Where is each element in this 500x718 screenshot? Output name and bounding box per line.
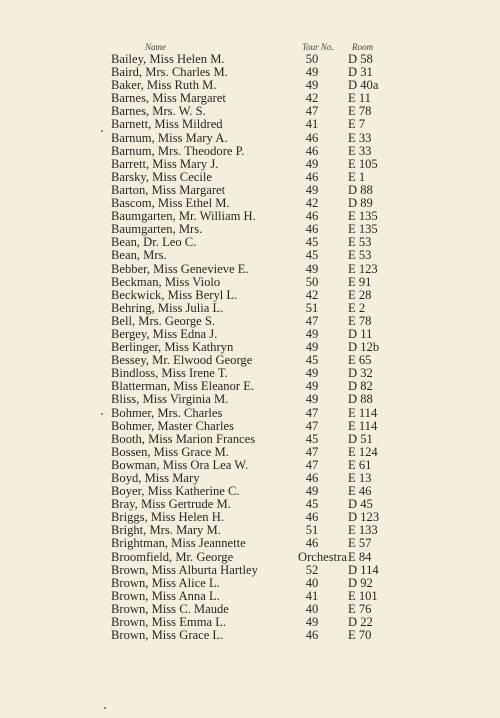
table-row xyxy=(0,393,500,406)
table-row xyxy=(0,53,500,66)
room-cell: D 89 xyxy=(348,196,373,211)
tour-cell: 45 xyxy=(305,431,319,446)
table-row xyxy=(0,66,500,79)
room-cell: E 135 xyxy=(348,222,378,237)
room-cell: E 78 xyxy=(348,104,372,119)
room-cell: E 11 xyxy=(348,91,371,106)
room-cell: D 58 xyxy=(348,52,373,66)
table-row xyxy=(0,223,500,236)
name-cell: Bohmer, Master Charles xyxy=(111,418,234,433)
tour-cell: 41 xyxy=(305,117,319,132)
table-row xyxy=(0,472,500,485)
name-cell: Bean, Dr. Leo C. xyxy=(111,235,197,250)
tour-cell: 49 xyxy=(305,366,319,381)
name-cell: Brightman, Miss Jeannette xyxy=(111,536,246,551)
tour-cell: 41 xyxy=(305,588,319,603)
room-cell: D 31 xyxy=(348,65,373,80)
table-row xyxy=(0,433,500,446)
tour-cell: 49 xyxy=(305,484,319,499)
name-cell: Bebber, Miss Genevieve E. xyxy=(111,261,249,276)
name-cell: Bean, Mrs. xyxy=(111,248,167,263)
table-row xyxy=(0,537,500,550)
name-cell: Bascom, Miss Ethel M. xyxy=(111,196,230,211)
room-cell: E 28 xyxy=(348,287,372,302)
room-cell: D 32 xyxy=(348,366,373,381)
table-row xyxy=(0,616,500,629)
room-cell: E 53 xyxy=(348,235,372,250)
table-row xyxy=(0,184,500,197)
room-cell: E 57 xyxy=(348,536,372,551)
table-row xyxy=(0,92,500,105)
room-cell: D 88 xyxy=(348,392,373,407)
name-cell: Barnes, Miss Margaret xyxy=(111,91,226,106)
room-cell: E 124 xyxy=(348,444,378,459)
table-row xyxy=(0,289,500,302)
table-row xyxy=(0,407,500,420)
tour-cell: 45 xyxy=(305,248,319,263)
table-row xyxy=(0,249,500,262)
tour-cell: 46 xyxy=(305,169,319,184)
table-row xyxy=(0,328,500,341)
tour-cell: 42 xyxy=(305,91,319,106)
tour-cell: 45 xyxy=(305,235,319,250)
table-row xyxy=(0,459,500,472)
tour-cell: 46 xyxy=(305,222,319,237)
tour-cell: 50 xyxy=(305,274,319,289)
table-row xyxy=(0,551,500,564)
table-row xyxy=(0,420,500,433)
tour-cell: 49 xyxy=(305,379,319,394)
room-cell: E 33 xyxy=(348,143,372,158)
name-cell: Bindloss, Miss Irene T. xyxy=(111,366,228,381)
passenger-list xyxy=(0,53,500,642)
tour-cell: 51 xyxy=(305,300,319,315)
name-cell: Baumgarten, Mr. William H. xyxy=(111,209,256,224)
name-cell: Bailey, Miss Helen M. xyxy=(111,52,225,66)
name-cell: Bessey, Mr. Elwood George xyxy=(111,353,253,368)
name-cell: Bergey, Miss Edna J. xyxy=(111,326,218,341)
room-cell: D 11 xyxy=(348,326,373,341)
tour-cell: 46 xyxy=(305,143,319,158)
tour-cell: 49 xyxy=(305,326,319,341)
name-cell: Brown, Miss Anna L. xyxy=(111,588,220,603)
room-cell: E 76 xyxy=(348,601,372,616)
room-cell: D 114 xyxy=(348,562,379,577)
name-cell: Boyer, Miss Katherine C. xyxy=(111,484,240,499)
name-cell: Beckman, Miss Violo xyxy=(111,274,221,289)
paper-speck xyxy=(104,707,106,709)
room-cell: E 1 xyxy=(348,169,366,184)
tour-cell: 46 xyxy=(305,628,319,643)
name-cell: Baumgarten, Mrs. xyxy=(111,222,203,237)
tour-cell: 49 xyxy=(305,78,319,93)
room-cell: E 114 xyxy=(348,405,378,420)
tour-cell: 47 xyxy=(305,405,319,420)
room-cell: E 61 xyxy=(348,457,372,472)
room-cell: D 123 xyxy=(348,510,380,525)
name-cell: Brown, Miss Alburta Hartley xyxy=(111,562,258,577)
table-row xyxy=(0,577,500,590)
tour-cell: 52 xyxy=(305,562,319,577)
room-cell: E 91 xyxy=(348,274,372,289)
table-row xyxy=(0,446,500,459)
room-cell: E 123 xyxy=(348,261,378,276)
room-cell: E 2 xyxy=(348,300,366,315)
table-row xyxy=(0,79,500,92)
name-cell: Barnett, Miss Mildred xyxy=(111,117,223,132)
room-cell: D 82 xyxy=(348,379,373,394)
tour-cell: 42 xyxy=(305,196,319,211)
tour-cell: 46 xyxy=(305,471,319,485)
tour-cell: 46 xyxy=(305,130,319,145)
name-cell: Brown, Miss Alice L. xyxy=(111,575,220,590)
column-header-name: Name xyxy=(145,42,166,52)
table-row xyxy=(0,118,500,131)
name-cell: Barsky, Miss Cecile xyxy=(111,169,212,184)
name-cell: Brown, Miss C. Maude xyxy=(111,601,229,616)
name-cell: Bossen, Miss Grace M. xyxy=(111,444,229,459)
room-cell: D 92 xyxy=(348,575,373,590)
name-cell: Broomfield, Mr. George xyxy=(111,549,234,564)
name-cell: Booth, Miss Marion Frances xyxy=(111,431,256,446)
room-cell: E 13 xyxy=(348,471,372,485)
name-cell: Brown, Miss Grace L. xyxy=(111,628,224,643)
name-cell: Blatterman, Miss Eleanor E. xyxy=(111,379,255,394)
tour-cell: 49 xyxy=(305,65,319,80)
room-cell: E 46 xyxy=(348,484,372,499)
name-cell: Beckwick, Miss Beryl L. xyxy=(111,287,238,302)
name-cell: Bliss, Miss Virginia M. xyxy=(111,392,229,407)
tour-cell: 45 xyxy=(305,353,319,368)
tour-cell: 47 xyxy=(305,418,319,433)
table-row xyxy=(0,354,500,367)
name-cell: Berlinger, Miss Kathryn xyxy=(111,340,234,355)
name-cell: Briggs, Miss Helen H. xyxy=(111,510,224,525)
tour-cell: 49 xyxy=(305,156,319,171)
table-row xyxy=(0,171,500,184)
room-cell: D 45 xyxy=(348,497,373,512)
tour-cell: 42 xyxy=(305,287,319,302)
room-cell: E 114 xyxy=(348,418,378,433)
table-row xyxy=(0,276,500,289)
tour-cell: 50 xyxy=(305,52,319,66)
table-row xyxy=(0,132,500,145)
name-cell: Baker, Miss Ruth M. xyxy=(111,78,217,93)
table-row xyxy=(0,511,500,524)
table-row xyxy=(0,380,500,393)
column-header-row xyxy=(0,40,500,54)
table-row xyxy=(0,210,500,223)
paper-speck xyxy=(101,130,103,132)
room-cell: D 40a xyxy=(348,78,379,93)
tour-cell: 47 xyxy=(305,457,319,472)
table-row xyxy=(0,105,500,118)
tour-cell: 49 xyxy=(305,182,319,197)
table-row xyxy=(0,498,500,511)
room-cell: E 105 xyxy=(348,156,378,171)
table-row xyxy=(0,629,500,642)
name-cell: Barnum, Miss Mary A. xyxy=(111,130,228,145)
room-cell: E 70 xyxy=(348,628,372,643)
room-cell: D 51 xyxy=(348,431,373,446)
room-cell: E 53 xyxy=(348,248,372,263)
tour-cell: 51 xyxy=(305,523,319,538)
room-cell: E 7 xyxy=(348,117,366,132)
tour-cell: 47 xyxy=(305,444,319,459)
room-cell: D 12b xyxy=(348,340,380,355)
name-cell: Bowman, Miss Ora Lea W. xyxy=(111,457,249,472)
tour-cell: 46 xyxy=(305,209,319,224)
column-header-room: Room xyxy=(352,42,373,52)
tour-cell: Orchestra xyxy=(298,549,347,564)
tour-cell: 47 xyxy=(305,313,319,328)
name-cell: Boyd, Miss Mary xyxy=(111,471,200,485)
name-cell: Baird, Mrs. Charles M. xyxy=(111,65,228,80)
tour-cell: 49 xyxy=(305,340,319,355)
tour-cell: 40 xyxy=(305,575,319,590)
tour-cell: 49 xyxy=(305,261,319,276)
name-cell: Bray, Miss Gertrude M. xyxy=(111,497,231,512)
tour-cell: 47 xyxy=(305,104,319,119)
tour-cell: 46 xyxy=(305,536,319,551)
tour-cell: 49 xyxy=(305,392,319,407)
name-cell: Behring, Miss Julia L. xyxy=(111,300,224,315)
name-cell: Brown, Miss Emma L. xyxy=(111,615,227,630)
table-row xyxy=(0,564,500,577)
table-row xyxy=(0,485,500,498)
room-cell: D 88 xyxy=(348,182,373,197)
table-row xyxy=(0,315,500,328)
room-cell: E 84 xyxy=(348,549,372,564)
room-cell: D 22 xyxy=(348,615,373,630)
room-cell: E 78 xyxy=(348,313,372,328)
name-cell: Barton, Miss Margaret xyxy=(111,182,226,197)
table-row xyxy=(0,236,500,249)
room-cell: E 133 xyxy=(348,523,378,538)
room-cell: E 101 xyxy=(348,588,378,603)
name-cell: Bright, Mrs. Mary M. xyxy=(111,523,221,538)
name-cell: Barnum, Mrs. Theodore P. xyxy=(111,143,245,158)
room-cell: E 135 xyxy=(348,209,378,224)
tour-cell: 40 xyxy=(305,601,319,616)
table-row xyxy=(0,302,500,315)
paper-speck xyxy=(101,413,103,415)
table-row xyxy=(0,145,500,158)
room-cell: E 65 xyxy=(348,353,372,368)
tour-cell: 49 xyxy=(305,615,319,630)
name-cell: Barrett, Miss Mary J. xyxy=(111,156,219,171)
table-row xyxy=(0,603,500,616)
tour-cell: 45 xyxy=(305,497,319,512)
tour-cell: 46 xyxy=(305,510,319,525)
table-row xyxy=(0,524,500,537)
table-row xyxy=(0,590,500,603)
column-header-tour: Tour No. xyxy=(302,42,334,52)
name-cell: Bohmer, Mrs. Charles xyxy=(111,405,223,420)
name-cell: Bell, Mrs. George S. xyxy=(111,313,216,328)
table-row xyxy=(0,158,500,171)
table-row xyxy=(0,263,500,276)
room-cell: E 33 xyxy=(348,130,372,145)
name-cell: Barnes, Mrs. W. S. xyxy=(111,104,206,119)
